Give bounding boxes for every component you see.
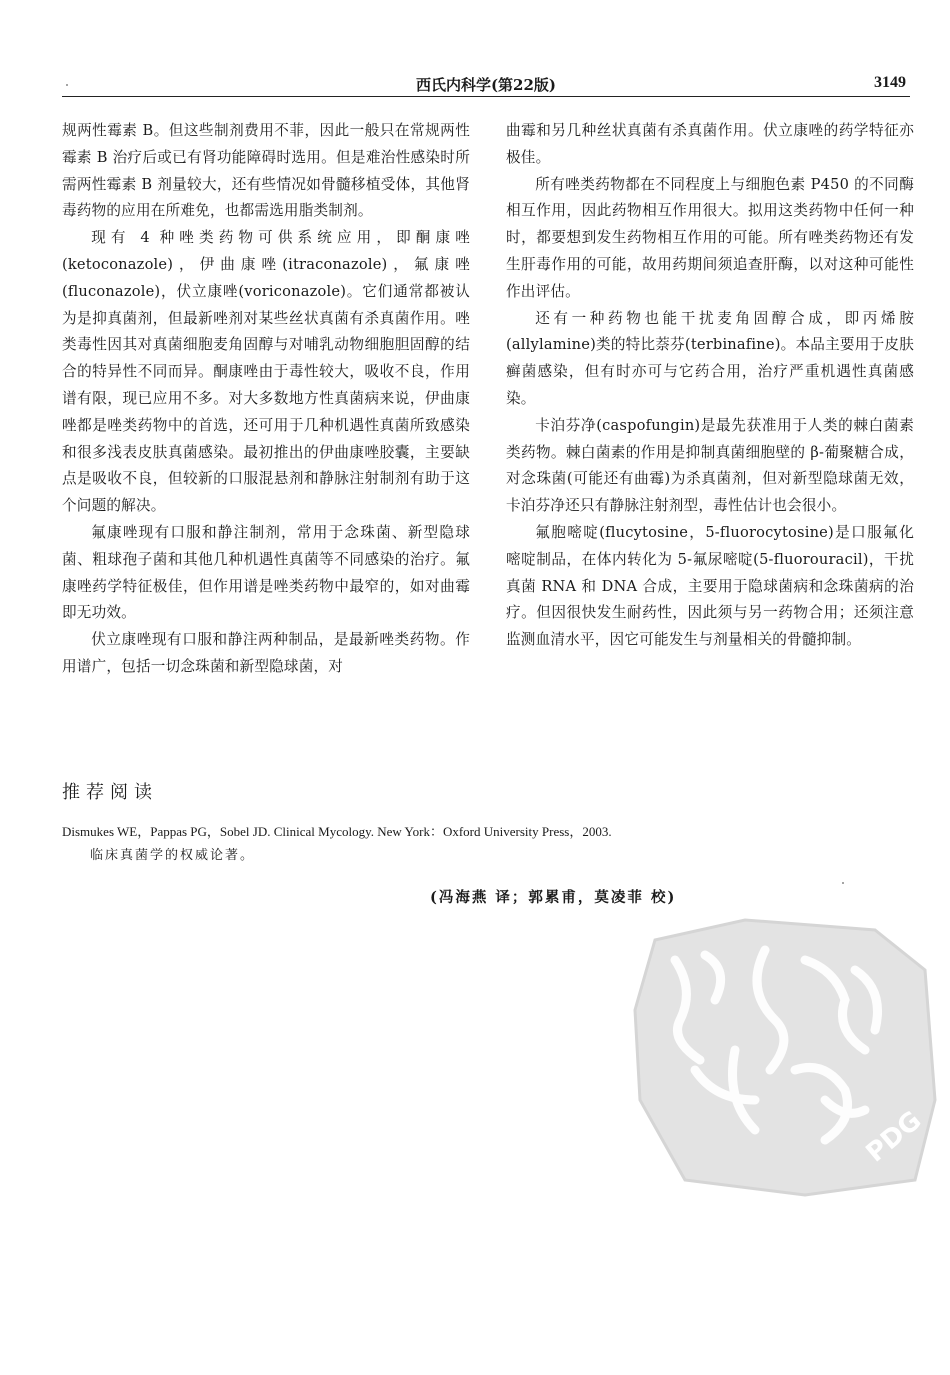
paragraph: 伏立康唑现有口服和静注两种制品，是最新唑类药物。作用谱广，包括一切念珠菌和新型隐球菌，对 — [62, 631, 470, 675]
paragraph: 所有唑类药物都在不同程度上与细胞色素 P450 的不同酶相互作用，因此药物相互作用很大。拟用这类药物中任何一种时，都要想到发生药物相互作用的可能。所有唑类药物还有发生肝毒作用的可能，故用药期间须追查肝酶，以对这种可能性作出评估。 — [506, 175, 914, 300]
running-header — [62, 72, 910, 97]
paragraph: 还有一种药物也能干扰麦角固醇合成，即丙烯胺(allylamine)类的特比萘芬(terbinafine)。本品主要用于皮肤癣菌感染，但有时亦可与它药合用，治疗严重机遇性真菌感染。 — [506, 309, 914, 407]
reference-note: 临床真菌学的权威论著。 — [90, 848, 256, 863]
right-column — [506, 118, 914, 654]
left-column — [62, 118, 470, 681]
calligraphy-seal-watermark-icon — [625, 900, 945, 1200]
paragraph: 卡泊芬净(caspofungin)是最先获准用于人类的棘白菌素类药物。棘白菌素的作用是抑制真菌细胞壁的 β-葡聚糖合成，对念珠菌(可能还有曲霉)为杀真菌剂，但对新型隐球菌无效，卡泊芬净还只有静脉注射剂型，毒性估计也会很小。 — [506, 416, 914, 515]
paragraph: 曲霉和另几种丝状真菌有杀真菌作用。伏立康唑的药学特征亦极佳。 — [506, 122, 914, 166]
translator-credit: (冯海燕 译；郭累甫，莫凌菲 校) — [430, 889, 677, 906]
scan-speck — [842, 882, 844, 884]
watermark-label: PDG — [860, 1105, 928, 1169]
paragraph: 现有 4 种唑类药物可供系统应用，即酮康唑(ketoconazole)，伊曲康唑(itraconazole)，氟康唑(fluconazole)，伏立康唑(voriconazole)。它们通常都被认为是抑真菌剂，但最新唑剂对某些丝状真菌有杀真菌作用。唑类毒性因其对真菌细胞麦角固醇与对哺乳动物细胞胆固醇的结合的特异性不同而异。酮康唑由于毒性较大，吸收不良，作用谱有限，现已应用不多。对大多数地方性真菌病来说，伊曲康唑都是唑类药物中的首选，还可用于几种机遇性真菌所致感染和很多浅表皮肤真菌感染。最初推出的伊曲康唑胶囊，主要缺点是吸收不良，但较新的口服混悬剂和静脉注射制剂有助于这个问题的解决。 — [62, 229, 470, 515]
paragraph: 规两性霉素 B。但这些制剂费用不菲，因此一般只在常规两性霉素 B 治疗后或已有肾功能障碍时选用。但是难治性感染时所需两性霉素 B 剂量较大，还有些情况如骨髓移植受体，其他肾毒药物的应用在所难免，也都需选用脂类制剂。 — [62, 122, 470, 220]
book-title: 西氏内科学(第22版) — [415, 76, 557, 94]
reference-entry: Dismukes WE，Pappas PG，Sobel JD. Clinical Mycology. New York：Oxford University Press，2003. — [62, 824, 612, 839]
page-number: 3149 — [874, 74, 906, 91]
paragraph: 氟康唑现有口服和静注制剂，常用于念珠菌、新型隐球菌、粗球孢子菌和其他几种机遇性真菌等不同感染的治疗。氟康唑药学特征极佳，但作用谱是唑类药物中最窄的，如对曲霉即无功效。 — [62, 523, 470, 622]
recommended-reading-heading: 推荐阅读 — [62, 782, 158, 803]
scan-speck — [66, 84, 68, 86]
paragraph: 氟胞嘧啶(flucytosine，5-fluorocytosine)是口服氟化嘧啶制品，在体内转化为 5-氟尿嘧啶(5-fluorouracil)，干扰真菌 RNA 和 DNA 合成，主要用于隐球菌病和念珠菌病的治疗。但因很快发生耐药性，因此须与另一药物合用；还须注意监测血清水平，因它可能发生与剂量相关的骨髓抑制。 — [506, 523, 914, 649]
